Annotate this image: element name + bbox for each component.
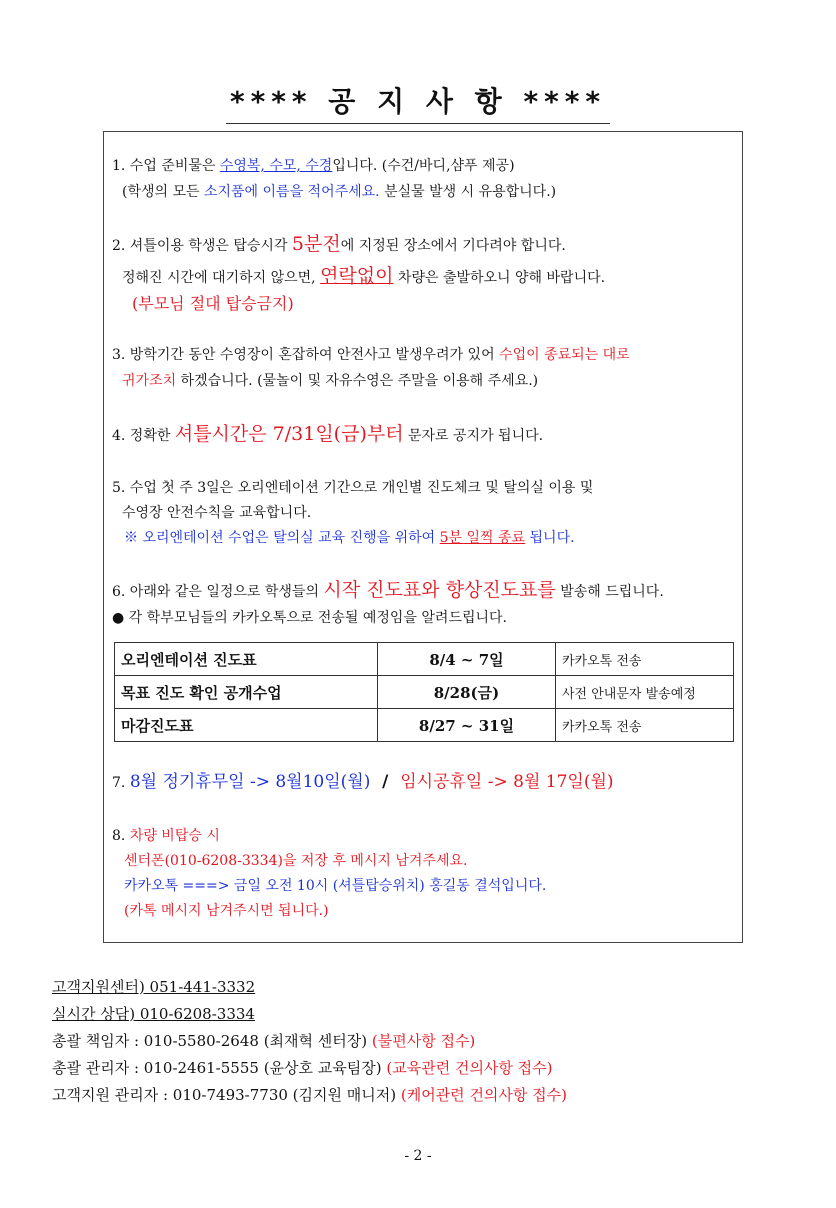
item-8-line-3: 카카오톡 ===> 금일 오전 10시 (셔틀탑승위치) 홍길동 결석입니다. [124,878,547,894]
schedule-date: 8/28(금) [378,676,556,709]
schedule-date: 8/27 ~ 31일 [378,709,556,742]
notice-box [103,131,743,943]
manager-line-3: 고객지원 관리자 : 010-7493-7730 (김지원 매니저) (케어관련 건의사항 접수) [52,1086,568,1104]
item-7-line: 7. 8월 정기휴무일 -> 8월10일(월) / 임시공휴일 -> 8월 17일(월) [112,772,614,792]
schedule-date: 8/4 ~ 7일 [378,643,556,676]
schedule-name: 마감진도표 [115,709,378,742]
customer-center-phone: 고객지원센터) 051-441-3332 [52,978,256,996]
item-4-line: 4. 정확한 셔틀시간은 7/31일(금)부터 문자로 공지가 됩니다. [112,423,544,445]
item-2-line-1: 2. 셔틀이용 학생은 탑승시각 5분전에 지정된 장소에서 기다려야 합니다. [112,233,566,255]
temporary-holiday: 임시공휴일 -> 8월 17일(월) [400,772,614,792]
item-5-line-1: 5. 수업 첫 주 3일은 오리엔테이션 기간으로 개인별 진도체크 및 탈의실 이용 및 [112,480,594,496]
schedule-name: 오리엔테이션 진도표 [115,643,378,676]
item-8-line-1: 8. 차량 비탑승 시 [112,828,220,844]
manager-line-2: 총괄 관리자 : 010-2461-5555 (윤상호 교육팀장) (교육관련 건의사항 접수) [52,1059,553,1077]
item-5-line-2: 수영장 안전수칙을 교육합니다. [122,505,312,521]
item-1-line-1: 1. 수업 준비물은 수영복, 수모, 수경입니다. (수건/바디,샴푸 제공) [112,158,515,174]
table-row [115,676,734,709]
item-2-line-2: 정해진 시간에 대기하지 않으면, 연락없이 차량은 출발하오니 양해 바랍니다. [122,265,606,287]
table-row [115,643,734,676]
page-number: - 2 - [404,1148,432,1164]
schedule-note: 카카오톡 전송 [556,643,734,676]
realtime-consult-phone: 실시간 상담) 010-6208-3334 [52,1005,255,1023]
item-8-line-4: (카톡 메시지 남겨주시면 됩니다.) [124,903,329,919]
item-2-line-3: (부모님 절대 탑승금지) [132,294,294,313]
schedule-note: 카카오톡 전송 [556,709,734,742]
item-6-line-2: ● 각 학부모님들의 카카오톡으로 전송될 예정임을 알려드립니다. [112,610,507,626]
schedule-name: 목표 진도 확인 공개수업 [115,676,378,709]
item-1-line-2: (학생의 모든 소지품에 이름을 적어주세요. 분실물 발생 시 유용합니다.) [122,184,557,200]
item-1-supplies: 수영복, 수모, 수경 [219,158,333,174]
item-8-line-2: 센터폰(010-6208-3334)을 저장 후 메시지 남겨주세요. [124,853,468,869]
item-6-line-1: 6. 아래와 같은 일정으로 학생들의 시작 진도표와 향상진도표를 발송해 드립니다. [112,579,664,601]
item-3-line-1: 3. 방학기간 동안 수영장이 혼잡하여 안전사고 발생우려가 있어 수업이 종료되는 대로 [112,347,630,363]
schedule-note: 사전 안내문자 발송예정 [556,676,734,709]
schedule-table [114,642,734,742]
notice-title: **** 공 지 사 항 **** [226,80,610,124]
item-5-line-3: ※ 오리엔테이션 수업은 탈의실 교육 진행을 위하여 5분 일찍 종료 됩니다. [124,530,575,546]
manager-line-1: 총괄 책임자 : 010-5580-2648 (최재혁 센터장) (불편사항 접수) [52,1032,476,1050]
table-row [115,709,734,742]
notice-title-wrap [0,80,836,124]
regular-holiday: 8월 정기휴무일 -> 8월10일(월) [129,772,371,792]
item-3-line-2: 귀가조치 하겠습니다. (물놀이 및 자유수영은 주말을 이용해 주세요.) [122,373,539,389]
